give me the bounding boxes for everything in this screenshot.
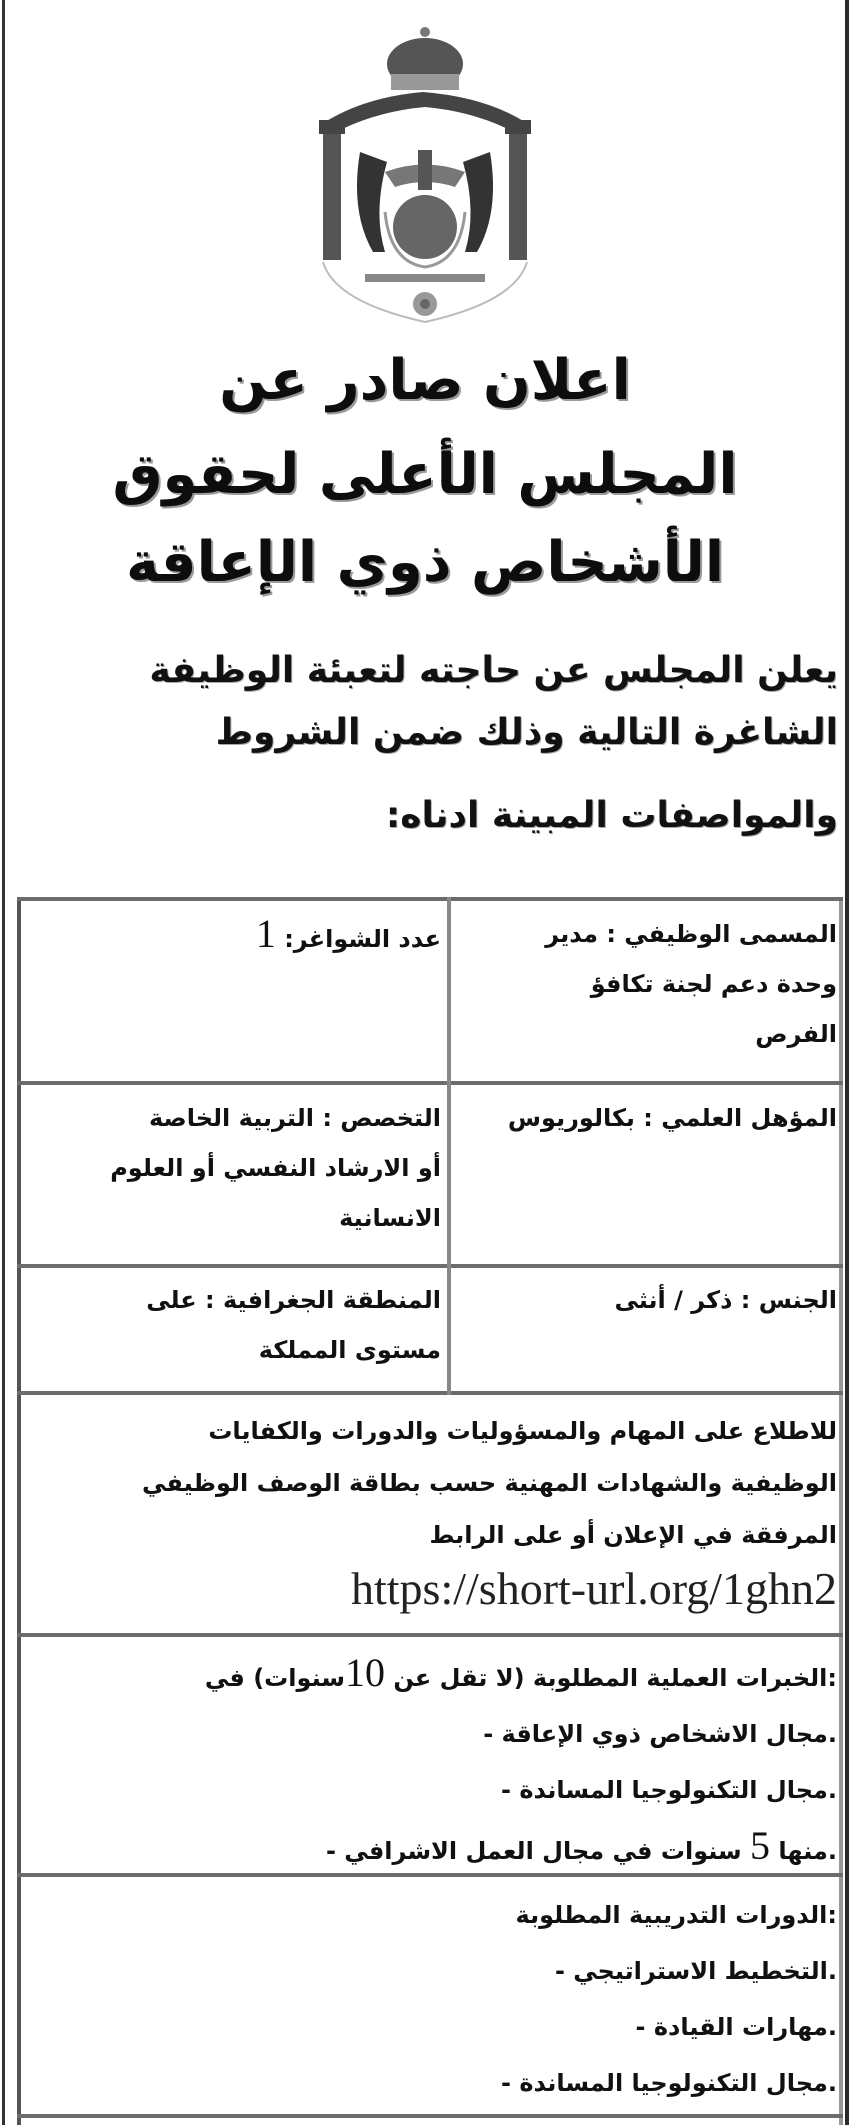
- job-title-line: وحدة دعم لجنة تكافؤ: [590, 970, 837, 998]
- gender-line: الجنس : ذكر / أنثى: [614, 1286, 837, 1314]
- experience-item: .مجال الاشخاص ذوي الإعاقة -: [483, 1720, 837, 1748]
- page-border-right: [845, 0, 849, 2125]
- experience-heading: [25, 1645, 837, 1706]
- coat-of-arms-icon: [305, 12, 545, 332]
- info-line: المرفقة في الإعلان أو على الرابط: [429, 1521, 837, 1549]
- experience-years: 10: [344, 1650, 385, 1695]
- job-details-table: [17, 897, 843, 2125]
- info-cell: [25, 1405, 837, 1617]
- vacancies-label: عدد الشواغر:: [284, 925, 441, 953]
- training-item: .مجال التكنولوجيا المساندة -: [501, 2069, 837, 2097]
- title-line-2: المجلس الأعلى لحقوق: [112, 442, 738, 507]
- intro-line-3: والمواصفات المبينة ادناه:: [385, 795, 838, 836]
- supervisory-years: 5: [750, 1823, 770, 1868]
- table-row-divider: [17, 2114, 843, 2118]
- job-title-line: المسمى الوظيفي : مدير: [545, 920, 837, 948]
- table-row-divider: [17, 897, 843, 901]
- intro-line-1: يعلن المجلس عن حاجته لتعبئة الوظيفة: [149, 650, 838, 691]
- qualification-cell: [457, 1093, 837, 1143]
- table-row-divider: [17, 1081, 843, 1085]
- vacancies-cell: [31, 909, 441, 964]
- training-cell: [25, 1887, 837, 2111]
- page-border-left: [2, 0, 5, 2125]
- table-row-divider: [17, 1391, 843, 1395]
- experience-item: .مجال التكنولوجيا المساندة -: [501, 1776, 837, 1804]
- training-item: .التخطيط الاستراتيجي -: [554, 1957, 837, 1985]
- region-cell: [31, 1275, 441, 1375]
- training-heading: :الدورات التدريبية المطلوبة: [515, 1901, 837, 1929]
- region-line: مستوى المملكة: [258, 1336, 441, 1364]
- experience-item: [25, 1818, 837, 1879]
- specialization-cell: [31, 1093, 441, 1243]
- experience-item-text: سنوات في مجال العمل الاشرافي -: [325, 1837, 742, 1865]
- info-line: الوظيفية والشهادات المهنية حسب بطاقة الوصف الوظيفي: [142, 1469, 837, 1497]
- experience-heading-text: :الخبرات العملية المطلوبة (لا تقل عن: [393, 1664, 837, 1692]
- vacancies-count: 1: [255, 911, 276, 956]
- qualification-line: المؤهل العلمي : بكالوريوس: [507, 1104, 837, 1132]
- experience-item-text: .منها: [778, 1837, 837, 1865]
- experience-cell: [25, 1645, 837, 1879]
- specialization-line: أو الارشاد النفسي أو العلوم: [110, 1154, 441, 1182]
- info-line: للاطلاع على المهام والمسؤوليات والدورات والكفايات: [208, 1417, 837, 1445]
- specialization-line: التخصص : التربية الخاصة: [148, 1104, 441, 1132]
- job-title-cell: [457, 909, 837, 1059]
- intro-line-2: الشاغرة التالية وذلك ضمن الشروط: [215, 712, 838, 753]
- table-column-divider: [447, 897, 451, 1395]
- job-description-link[interactable]: https://short-url.org/1ghn2: [351, 1563, 837, 1614]
- title-line-3: الأشخاص ذوي الإعاقة: [125, 530, 725, 595]
- region-line: المنطقة الجغرافية : على: [146, 1286, 441, 1314]
- gender-cell: [457, 1275, 837, 1325]
- training-item: .مهارات القيادة -: [635, 2013, 837, 2041]
- table-row-divider: [17, 1264, 843, 1268]
- specialization-line: الانسانية: [339, 1204, 441, 1232]
- table-row-divider: [17, 1633, 843, 1637]
- title-line-1: اعلان صادر عن: [219, 348, 631, 413]
- job-title-line: الفرص: [755, 1020, 837, 1048]
- experience-heading-text: سنوات) في: [204, 1664, 345, 1692]
